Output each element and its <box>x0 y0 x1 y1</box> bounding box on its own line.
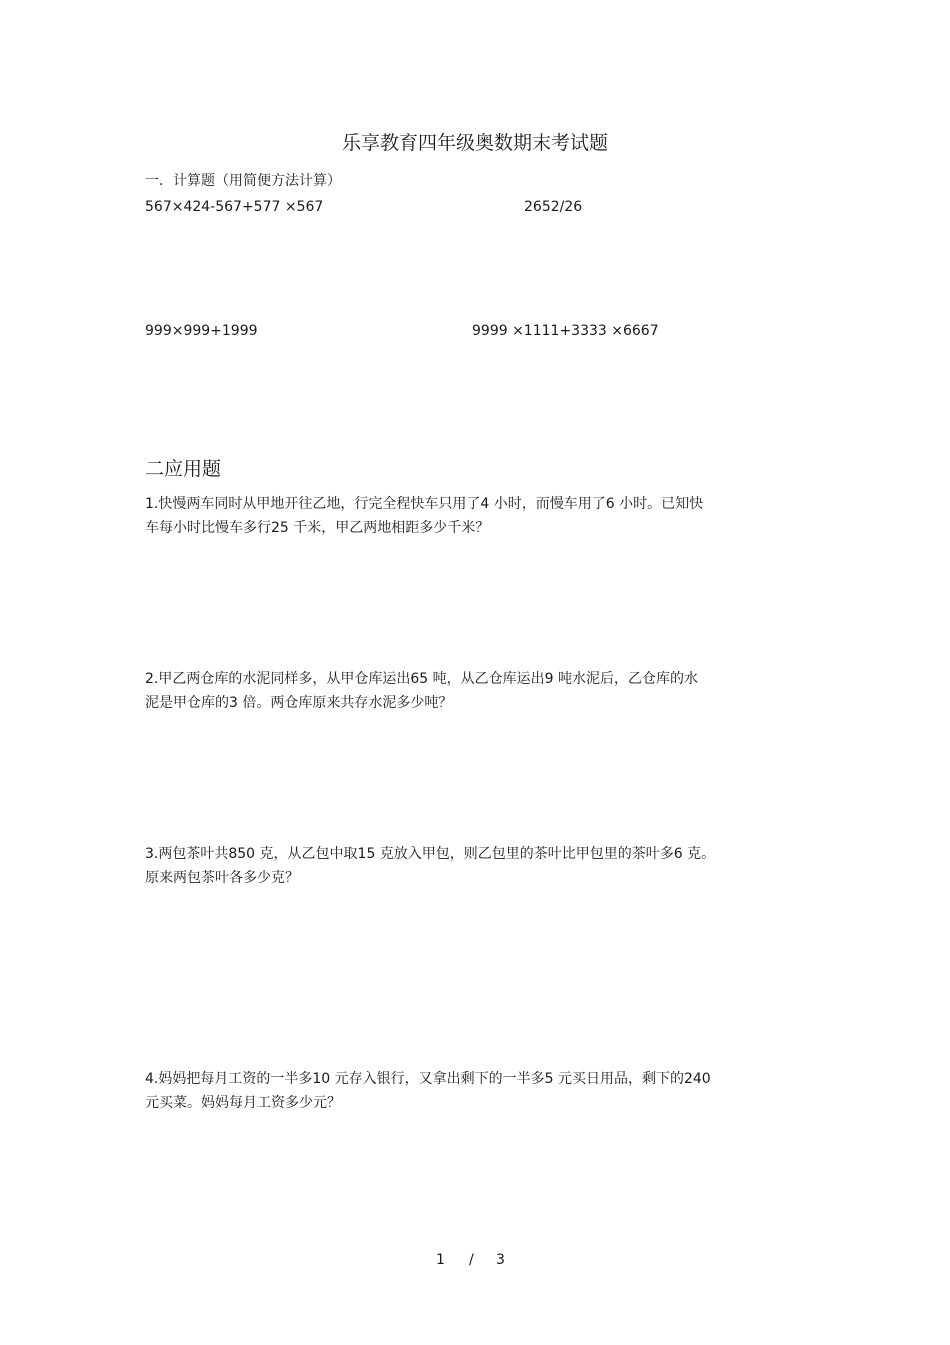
page-title: 乐享教育四年级奥数期末考试题 <box>341 132 608 154</box>
text-segment: 元买菜。妈妈每月工资多少元？ <box>145 1095 341 1111</box>
calc-item-1: 567×424-567+577 ×567 <box>145 199 324 215</box>
text-segment: 25 千米，甲乙两地相距多少千米？ <box>271 520 490 536</box>
section2-heading: 二应用题 <box>145 458 222 480</box>
problem-3 <box>145 842 715 890</box>
problem-3-line-1 <box>145 842 715 866</box>
problem-1-line-1 <box>145 492 703 516</box>
problem-1-line-2 <box>145 516 703 540</box>
text-segment: 240 <box>683 1071 711 1087</box>
calc-item-4: 9999 ×1111+3333 ×6667 <box>472 323 659 339</box>
text-segment: 15 克放入甲包，则乙包里的茶叶比甲包里的茶叶多 <box>357 846 674 862</box>
text-segment: 2.甲乙两仓库的水泥同样多，从甲仓库运出 <box>145 671 411 687</box>
problem-2-line-1 <box>145 667 698 691</box>
problem-4-line-1 <box>145 1067 711 1091</box>
text-segment: 泥是甲仓库的 <box>145 695 229 711</box>
text-segment: 1.快慢两车同时从甲地开往乙地，行完全程快车只用了 <box>145 496 481 512</box>
page-number: 1 <box>436 1252 445 1268</box>
text-segment: 5 元买日用品， <box>544 1071 642 1087</box>
text-segment: 65 吨，从乙仓库运出 <box>410 671 545 687</box>
text-segment: 9 吨水泥后，乙仓库的水 <box>544 671 698 687</box>
problem-2-line-2 <box>145 691 698 715</box>
text-segment: 3.两包茶叶共 <box>145 846 229 862</box>
calc-item-2: 2652/26 <box>524 199 583 215</box>
section1-heading: 一．计算题（用简便方法计算） <box>145 173 341 189</box>
text-segment: 850 克，从乙包中取 <box>228 846 358 862</box>
text-segment: 剩下的 <box>641 1071 684 1087</box>
text-segment: 3 倍。两仓库原来共存水泥多少吨？ <box>229 695 453 711</box>
text-segment: 10 元存入银行， <box>312 1071 419 1087</box>
text-segment: 又拿出剩下的一半多 <box>418 1071 545 1087</box>
calc-item-3: 999×999+1999 <box>145 323 258 339</box>
text-segment: 原来两包茶叶各多少克？ <box>145 870 299 886</box>
page-total: 3 <box>496 1252 505 1268</box>
problem-2 <box>145 667 698 715</box>
text-segment: 6 小时。已知快 <box>605 496 704 512</box>
problem-4-line-2 <box>145 1091 711 1115</box>
text-segment: 4 小时，而慢车用了 <box>480 496 606 512</box>
problem-1 <box>145 492 703 540</box>
text-segment: 车每小时比慢车多行 <box>145 520 271 536</box>
text-segment: 6 克。 <box>673 846 716 862</box>
problem-3-line-2 <box>145 866 715 890</box>
text-segment: 4.妈妈把每月工资的一半多 <box>145 1071 313 1087</box>
page-separator: / <box>469 1252 474 1268</box>
problem-4 <box>145 1067 711 1115</box>
